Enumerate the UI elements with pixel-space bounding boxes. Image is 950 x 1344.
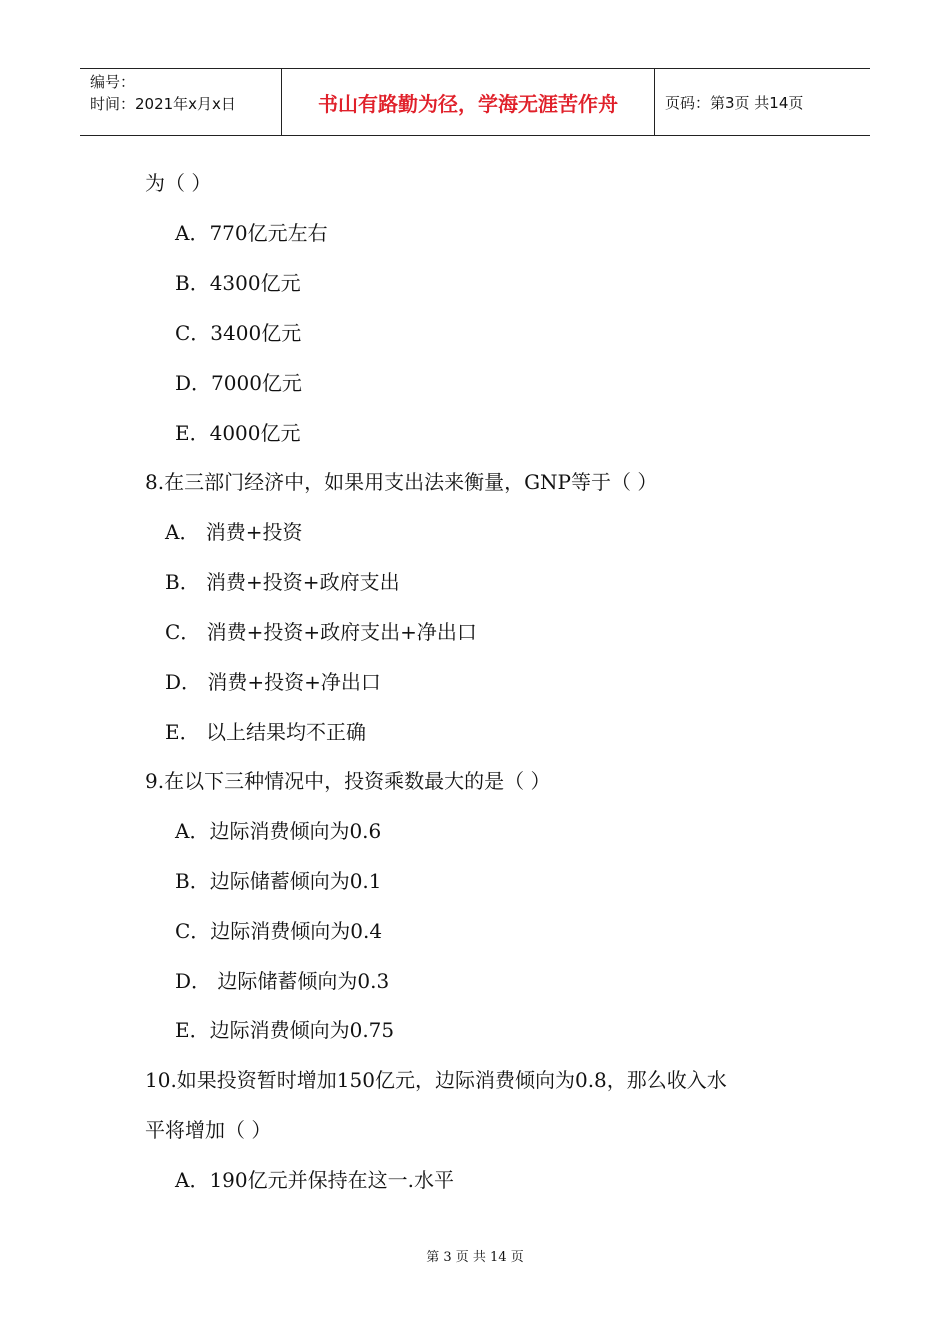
q7-option-c: C．3400亿元 (175, 321, 302, 345)
header-page-info: 页码：第3页 共14页 (665, 93, 804, 112)
q8-option-b: B． 消费+投资+政府支出 (165, 570, 400, 594)
question-7-continuation: 为（ ） (145, 171, 212, 195)
page-footer: 第 3 页 共 14 页 (426, 1250, 524, 1265)
q9-option-d: D． 边际储蓄倾向为0.3 (175, 969, 390, 993)
q10-option-a: A．190亿元并保持在这一.水平 (175, 1168, 454, 1192)
date-label: 时间：2021年x月x日 (90, 95, 236, 113)
q8-option-c: C． 消费+投资+政府支出+净出口 (165, 620, 477, 644)
question-10-continuation: 平将增加（ ） (145, 1118, 272, 1142)
question-10: 10.如果投资暂时增加150亿元，边际消费倾向为0.8，那么收入水 (145, 1068, 727, 1092)
question-8: 8.在三部门经济中，如果用支出法来衡量，GNP等于（ ） (145, 470, 658, 494)
q9-option-a: A．边际消费倾向为0.6 (175, 819, 382, 843)
q7-option-b: B．4300亿元 (175, 271, 301, 295)
q7-option-e: E．4000亿元 (175, 421, 301, 445)
q7-option-d: D．7000亿元 (175, 371, 302, 395)
q7-option-a: A．770亿元左右 (175, 221, 328, 245)
header-motto: 书山有路勤为径，学海无涯苦作舟 (282, 69, 655, 135)
header-meta (80, 69, 282, 135)
q8-option-e: E． 以上结果均不正确 (165, 720, 366, 744)
number-label: 编号： (90, 73, 136, 91)
q8-option-d: D． 消费+投资+净出口 (165, 670, 381, 694)
question-9: 9.在以下三种情况中，投资乘数最大的是（ ） (145, 769, 551, 793)
q8-option-a: A． 消费+投资 (165, 520, 303, 544)
q9-option-b: B．边际储蓄倾向为0.1 (175, 869, 382, 893)
q9-option-e: E．边际消费倾向为0.75 (175, 1018, 395, 1042)
q9-option-c: C．边际消费倾向为0.4 (175, 919, 383, 943)
page-header (80, 68, 870, 136)
